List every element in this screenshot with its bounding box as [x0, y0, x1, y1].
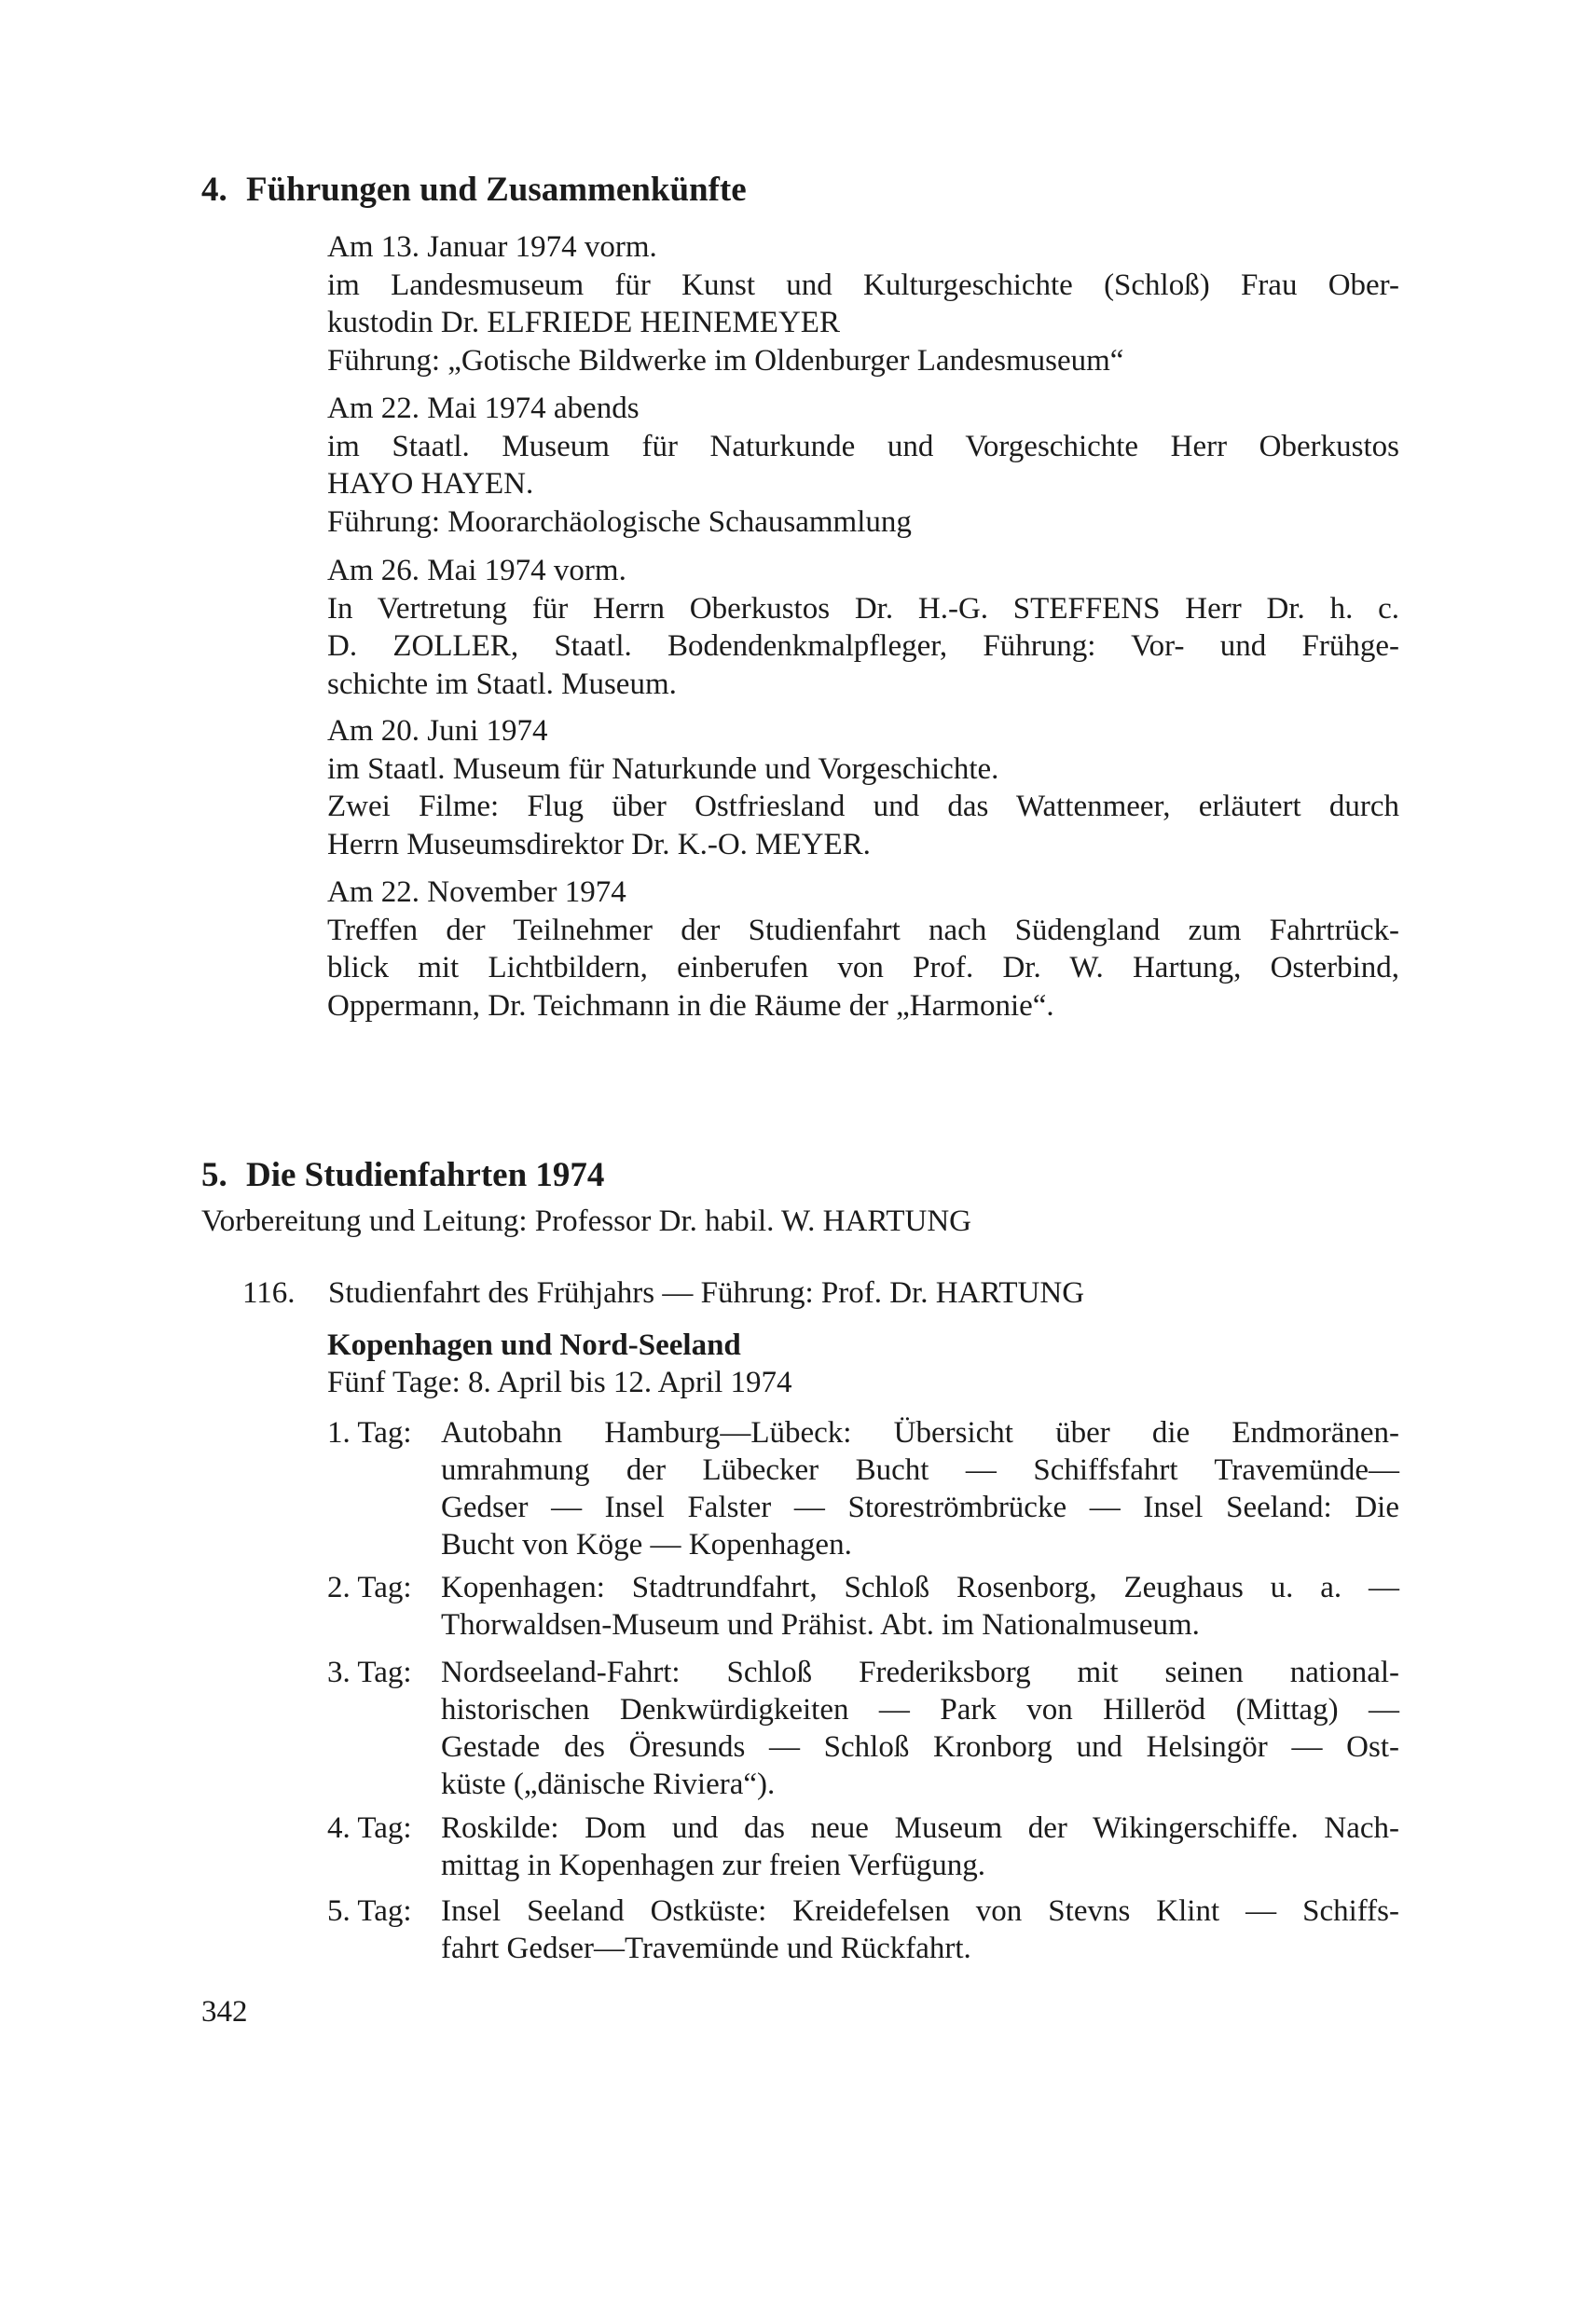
day-text-line: Kopenhagen: Stadtrundfahrt, Schloß Rosenborg, Zeughaus u. a. — — [441, 1571, 1399, 1604]
day-entry-1 — [327, 1414, 1399, 1563]
day-entry-2 — [327, 1569, 1399, 1644]
event-text-line: Treffen der Teilnehmer der Studienfahrt nach Südengland zum Fahrtrück- — [327, 913, 1399, 947]
event-entry-5 — [327, 874, 1399, 1025]
event-date: Am 26. Mai 1974 vorm. — [327, 554, 626, 587]
day-text-line: Thorwaldsen-Museum und Prähist. Abt. im Nationalmuseum. — [441, 1608, 1200, 1642]
event-text-line: D. ZOLLER, Staatl. Bodendenkmalpfleger, Führung: Vor- und Frühge- — [327, 629, 1399, 663]
day-entry-3 — [327, 1654, 1399, 1803]
day-text-line: Roskilde: Dom und das neue Museum der Wikingerschiffe. Nach- — [441, 1811, 1399, 1845]
day-entry-5 — [327, 1892, 1399, 1967]
page-number: 342 — [201, 1995, 248, 2029]
section-5-title: Die Studienfahrten 1974 — [246, 1156, 605, 1194]
day-text-line: Autobahn Hamburg—Lübeck: Übersicht über die Endmoränen- — [441, 1416, 1399, 1450]
event-text-line: Herrn Museumsdirektor Dr. K.-O. MEYER. — [327, 827, 871, 861]
event-date: Am 20. Juni 1974 — [327, 714, 548, 748]
day-entry-4 — [327, 1810, 1399, 1884]
event-text-line: blick mit Lichtbildern, einberufen von Prof. Dr. W. Hartung, Osterbind, — [327, 951, 1399, 984]
day-label: 1. Tag: — [327, 1416, 412, 1450]
day-label: 3. Tag: — [327, 1656, 412, 1689]
day-text-line: Bucht von Köge — Kopenhagen. — [441, 1528, 852, 1562]
day-text-line: Gedser — Insel Falster — Storeströmbrücke — Insel Seeland: Die — [441, 1491, 1399, 1524]
day-text-line: küste („dänische Riviera“). — [441, 1768, 776, 1801]
section-4-number: 4. — [201, 171, 227, 209]
event-text-line: schichte im Staatl. Museum. — [327, 667, 677, 701]
event-date: Am 22. November 1974 — [327, 875, 626, 909]
trip-title-block — [327, 1327, 1399, 1401]
day-text-line: mittag in Kopenhagen zur freien Verfügung. — [441, 1849, 986, 1882]
section-5-heading — [201, 1153, 604, 1198]
section-5-subtitle: Vorbereitung und Leitung: Professor Dr. habil. W. HARTUNG — [201, 1204, 971, 1238]
event-entry-2 — [327, 390, 1399, 541]
day-text-line: Gestade des Öresunds — Schloß Kronborg und Helsingör — Ost- — [441, 1730, 1399, 1764]
section-4-heading — [201, 168, 747, 213]
section-5-number: 5. — [201, 1156, 227, 1194]
event-text-line: im Landesmuseum für Kunst und Kulturgeschichte (Schloß) Frau Ober- — [327, 268, 1399, 302]
day-text-line: Insel Seeland Ostküste: Kreidefelsen von Stevns Klint — Schiffs- — [441, 1894, 1399, 1928]
day-text-line: umrahmung der Lübecker Bucht — Schiffsfahrt Travemünde— — [441, 1453, 1399, 1487]
event-text-line: Führung: „Gotische Bildwerke im Oldenburger Landesmuseum“ — [327, 343, 1124, 378]
event-text-line: im Staatl. Museum für Naturkunde und Vorgeschichte Herr Oberkustos — [327, 429, 1399, 463]
event-entry-1 — [327, 228, 1399, 379]
day-label: 4. Tag: — [327, 1811, 412, 1845]
day-label: 5. Tag: — [327, 1894, 412, 1928]
event-text-line: Oppermann, Dr. Teichmann in die Räume der „Harmonie“. — [327, 988, 1054, 1023]
event-text-line: In Vertretung für Herrn Oberkustos Dr. H.-G. STEFFENS Herr Dr. h. c. — [327, 591, 1399, 626]
event-date: Am 13. Januar 1974 vorm. — [327, 230, 657, 264]
trip-number: 116. — [242, 1276, 296, 1310]
event-entry-4 — [327, 712, 1399, 863]
event-date: Am 22. Mai 1974 abends — [327, 392, 640, 425]
day-text-line: Nordseeland-Fahrt: Schloß Frederiksborg mit seinen national- — [441, 1656, 1399, 1689]
event-entry-3 — [327, 552, 1399, 703]
event-text-line: Führung: Moorarchäologische Schausammlung — [327, 504, 912, 539]
event-text-line: HAYO HAYEN. — [327, 467, 534, 501]
trip-heading-text: Studienfahrt des Frühjahrs — Führung: Prof. Dr. HARTUNG — [328, 1276, 1085, 1310]
day-text-line: historischen Denkwürdigkeiten — Park von Hilleröd (Mittag) — — [441, 1693, 1399, 1727]
event-text-line: Zwei Filme: Flug über Ostfriesland und das Wattenmeer, erläutert durch — [327, 790, 1399, 823]
section-4-title: Führungen und Zusammenkünfte — [246, 171, 747, 209]
trip-dates: Fünf Tage: 8. April bis 12. April 1974 — [327, 1366, 792, 1399]
trip-destination: Kopenhagen und Nord-Seeland — [327, 1328, 741, 1362]
day-label: 2. Tag: — [327, 1571, 412, 1604]
trip-heading — [242, 1274, 1417, 1312]
event-text-line: im Staatl. Museum für Naturkunde und Vorgeschichte. — [327, 751, 999, 786]
event-text-line: kustodin Dr. ELFRIEDE HEINEMEYER — [327, 306, 840, 339]
day-text-line: fahrt Gedser—Travemünde und Rückfahrt. — [441, 1932, 971, 1965]
